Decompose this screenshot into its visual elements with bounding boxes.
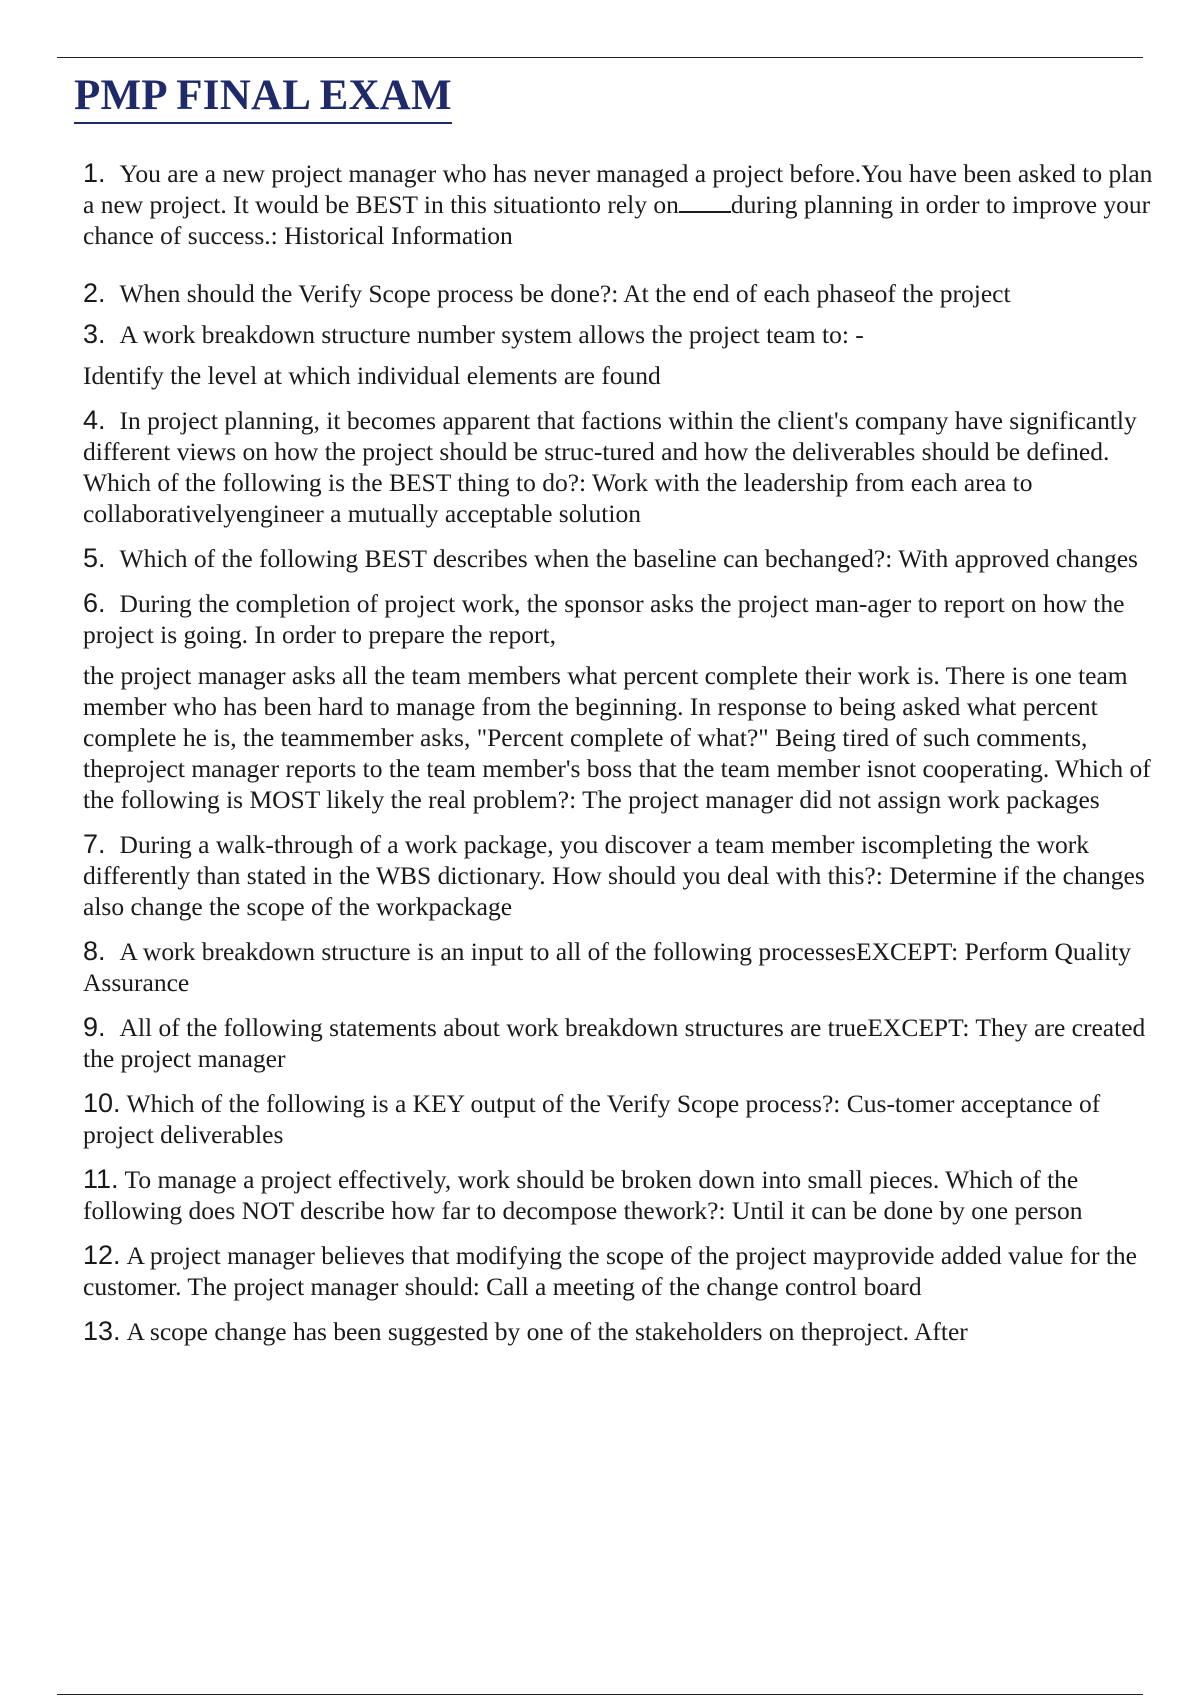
question-8 (83, 936, 1161, 998)
question-3 (83, 319, 1161, 350)
question-6 (83, 588, 1161, 650)
page-title: PMP FINAL EXAM (74, 70, 452, 124)
question-number: 5. (83, 543, 106, 573)
bottom-rule (57, 1694, 1143, 1695)
question-11 (83, 1164, 1161, 1226)
question-text: During a walk-through of a work package, you discover a team member iscompleting the work differently than stated in the WBS dictionary. How should you deal with this?: Determine if the changes also change the scope of the workpackage (83, 830, 1145, 921)
question-number: 1. (83, 158, 106, 188)
question-text: All of the following statements about work breakdown structures are trueEXCEPT: They are created the project manager (83, 1013, 1146, 1073)
fill-in-blank (679, 191, 731, 213)
question-text: A work breakdown structure number system allows the project team to: - (119, 320, 864, 349)
question-9 (83, 1012, 1161, 1074)
question-5 (83, 543, 1161, 574)
question-text: A scope change has been suggested by one of the stakeholders on theproject. After (126, 1317, 968, 1346)
question-number: 4. (83, 405, 106, 435)
question-text-after-blank: during planning in order to improve your chance of success.: Historical Information (83, 190, 1151, 250)
question-number: 10. (83, 1088, 121, 1118)
question-text: When should the Verify Scope process be done?: At the end of each phaseof the project (119, 279, 1011, 308)
question-number: 3. (83, 319, 106, 349)
question-number: 2. (83, 278, 106, 308)
question-text: During the completion of project work, the sponsor asks the project man-ager to report on how the project is going. In order to prepare the report, (83, 589, 1125, 649)
question-12 (83, 1240, 1161, 1302)
question-4 (83, 405, 1161, 529)
top-rule (57, 57, 1143, 58)
question-number: 13. (83, 1316, 121, 1346)
question-list (83, 158, 1161, 1361)
question-text-before-blank: You are a new project manager who has never managed a project before.You have been asked to plan a new project. It would be BEST in this situationto rely on (83, 159, 1153, 219)
question-text: In project planning, it becomes apparent that factions within the client's company have significantly different views on how the project should be struc-tured and how the deliverables should be defined. Which of the following is the BEST thing to do?: Work with the leadership from each area to collaborativelyengineer a mutually acceptable solution (83, 406, 1137, 528)
question-text: A project manager believes that modifying the scope of the project mayprovide added value for the customer. The project manager should: Call a meeting of the change control board (83, 1241, 1137, 1301)
question-13 (83, 1316, 1161, 1347)
question-6-continuation: the project manager asks all the team members what percent complete their work is. There is one team member who has been hard to manage from the beginning. In response to being asked what percent complete he is, the teammember asks, "Percent complete of what?" Being tired of such comments, theproject manager reports to the team member's boss that the team member isnot cooperating. Which of the following is MOST likely the real problem?: The project manager did not assign work packages (83, 661, 1151, 814)
question-text: A work breakdown structure is an input to all of the following processesEXCEPT: Perform Quality Assurance (83, 937, 1131, 997)
question-text: Which of the following is a KEY output of the Verify Scope process?: Cus-tomer acceptance of project deliverables (83, 1089, 1101, 1149)
question-number: 11. (83, 1164, 119, 1194)
question-number: 12. (83, 1240, 121, 1270)
question-3-continuation: Identify the level at which individual elements are found (83, 361, 661, 390)
question-number: 8. (83, 936, 106, 966)
question-number: 9. (83, 1012, 106, 1042)
question-number: 7. (83, 829, 106, 859)
question-7 (83, 829, 1161, 922)
question-1 (83, 158, 1161, 251)
question-2 (83, 278, 1161, 309)
question-10 (83, 1088, 1161, 1150)
question-text: Which of the following BEST describes when the baseline can bechanged?: With approved changes (119, 544, 1138, 573)
question-text: To manage a project effectively, work should be broken down into small pieces. Which of the following does NOT describe how far to decompose thework?: Until it can be done by one person (83, 1165, 1083, 1225)
question-number: 6. (83, 588, 106, 618)
